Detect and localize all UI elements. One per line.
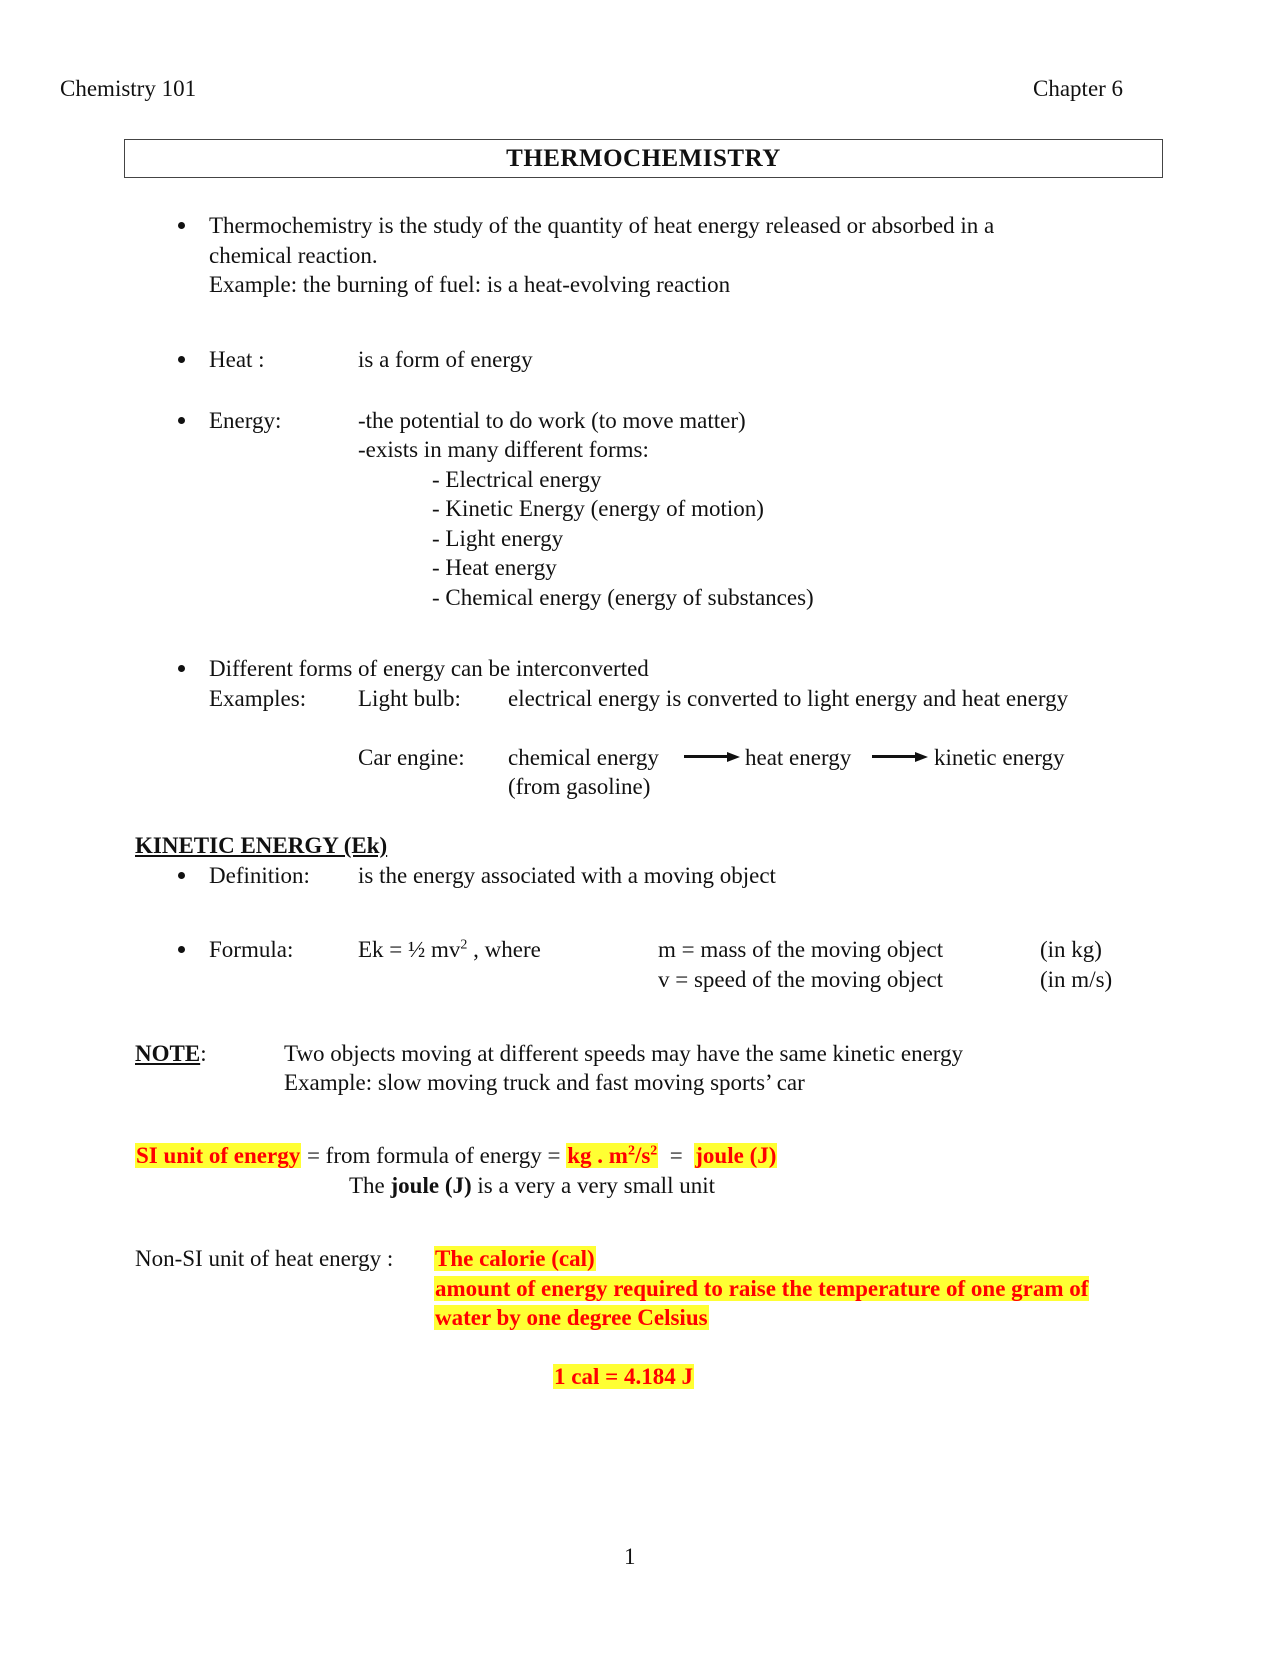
calorie-equivalence: [553, 1365, 694, 1388]
energy-form: - Light energy: [432, 526, 564, 551]
heat-energy-text: heat energy: [745, 745, 852, 770]
definition-label: Definition:: [209, 863, 310, 888]
calorie-definition-2-text: water by one degree Celsius: [435, 1305, 708, 1330]
formula-main: Ek = ½ mv: [358, 937, 461, 962]
heat-label: Heat :: [209, 347, 265, 372]
intro-line-1: Thermochemistry is the study of the quantity of heat energy released or absorbed in a: [209, 213, 995, 238]
energy-line-2: -exists in many different forms:: [358, 437, 649, 462]
unit-exponent: 2: [627, 1143, 635, 1159]
si-unit-line: [135, 1144, 777, 1167]
si-unit-label: SI unit of energy: [136, 1143, 301, 1168]
si-equation-part: = from formula of energy =: [301, 1143, 567, 1168]
formula-label: Formula:: [209, 937, 294, 962]
unit-per-s: /s: [634, 1143, 651, 1168]
calorie-name-text: The calorie (cal): [435, 1246, 595, 1271]
joule-note-bold: joule (J): [390, 1173, 472, 1198]
car-engine-label: Car engine:: [358, 745, 465, 770]
kinetic-formula: [358, 938, 541, 961]
note-line-1: Two objects moving at different speeds may have the same kinetic energy: [284, 1041, 964, 1066]
heat-definition: is a form of energy: [358, 347, 533, 372]
gasoline-source: (from gasoline): [508, 774, 651, 799]
joule-note-post: is a very a very small unit: [471, 1173, 715, 1198]
kinetic-energy-heading: KINETIC ENERGY (Ek): [135, 833, 388, 858]
speed-unit: (in m/s): [1040, 967, 1113, 992]
unit-kg-m: kg . m: [567, 1143, 628, 1168]
definition-text: is the energy associated with a moving object: [358, 863, 776, 888]
kinetic-energy-text: kinetic energy: [934, 745, 1065, 770]
calorie-name: [434, 1247, 596, 1270]
non-si-label: Non-SI unit of heat energy :: [135, 1246, 394, 1271]
joule-note: [349, 1174, 715, 1197]
note-colon: :: [200, 1041, 207, 1066]
formula-tail: , where: [467, 937, 541, 962]
unit-exponent: 2: [650, 1143, 658, 1159]
bullet-icon: [178, 222, 185, 229]
bullet-icon: [178, 356, 185, 363]
energy-form: - Electrical energy: [432, 467, 602, 492]
course-title: Chemistry 101: [60, 76, 197, 101]
formula-exponent: 2: [460, 937, 468, 953]
bullet-icon: [178, 665, 185, 672]
light-bulb-text: electrical energy is converted to light energy and heat energy: [508, 686, 1069, 711]
speed-definition: v = speed of the moving object: [658, 967, 944, 992]
joule-note-pre: The: [349, 1173, 391, 1198]
chapter-label: Chapter 6: [1033, 76, 1124, 101]
calorie-definition-1-text: amount of energy required to raise the temperature of one gram of: [435, 1276, 1089, 1301]
note-label: [135, 1042, 207, 1065]
note-line-2: Example: slow moving truck and fast moving sports’ car: [284, 1070, 805, 1095]
joule-label: joule (J): [695, 1143, 777, 1168]
page-title: THERMOCHEMISTRY: [124, 139, 1163, 178]
examples-label: Examples:: [209, 686, 307, 711]
energy-form: - Heat energy: [432, 555, 557, 580]
interconvert-text: Different forms of energy can be interconverted: [209, 656, 649, 681]
chemical-energy-text: chemical energy: [508, 745, 659, 770]
page-number: 1: [624, 1544, 636, 1569]
note-label-text: NOTE: [135, 1041, 201, 1066]
light-bulb-label: Light bulb:: [358, 686, 461, 711]
si-equals: =: [658, 1143, 695, 1168]
right-arrow-icon: [872, 752, 928, 762]
energy-label: Energy:: [209, 408, 282, 433]
right-arrow-icon: [684, 752, 740, 762]
intro-line-2: chemical reaction.: [209, 243, 378, 268]
energy-form: - Kinetic Energy (energy of motion): [432, 496, 764, 521]
energy-form: - Chemical energy (energy of substances): [432, 585, 814, 610]
si-unit-value: [566, 1143, 658, 1168]
calorie-equivalence-text: 1 cal = 4.184 J: [554, 1364, 693, 1389]
calorie-definition-1: [434, 1277, 1089, 1300]
bullet-icon: [178, 417, 185, 424]
calorie-definition-2: [434, 1306, 709, 1329]
bullet-icon: [178, 872, 185, 879]
intro-example: Example: the burning of fuel: is a heat-evolving reaction: [209, 272, 731, 297]
mass-definition: m = mass of the moving object: [658, 937, 944, 962]
energy-line-1: -the potential to do work (to move matter): [358, 408, 746, 433]
bullet-icon: [178, 946, 185, 953]
mass-unit: (in kg): [1040, 937, 1102, 962]
